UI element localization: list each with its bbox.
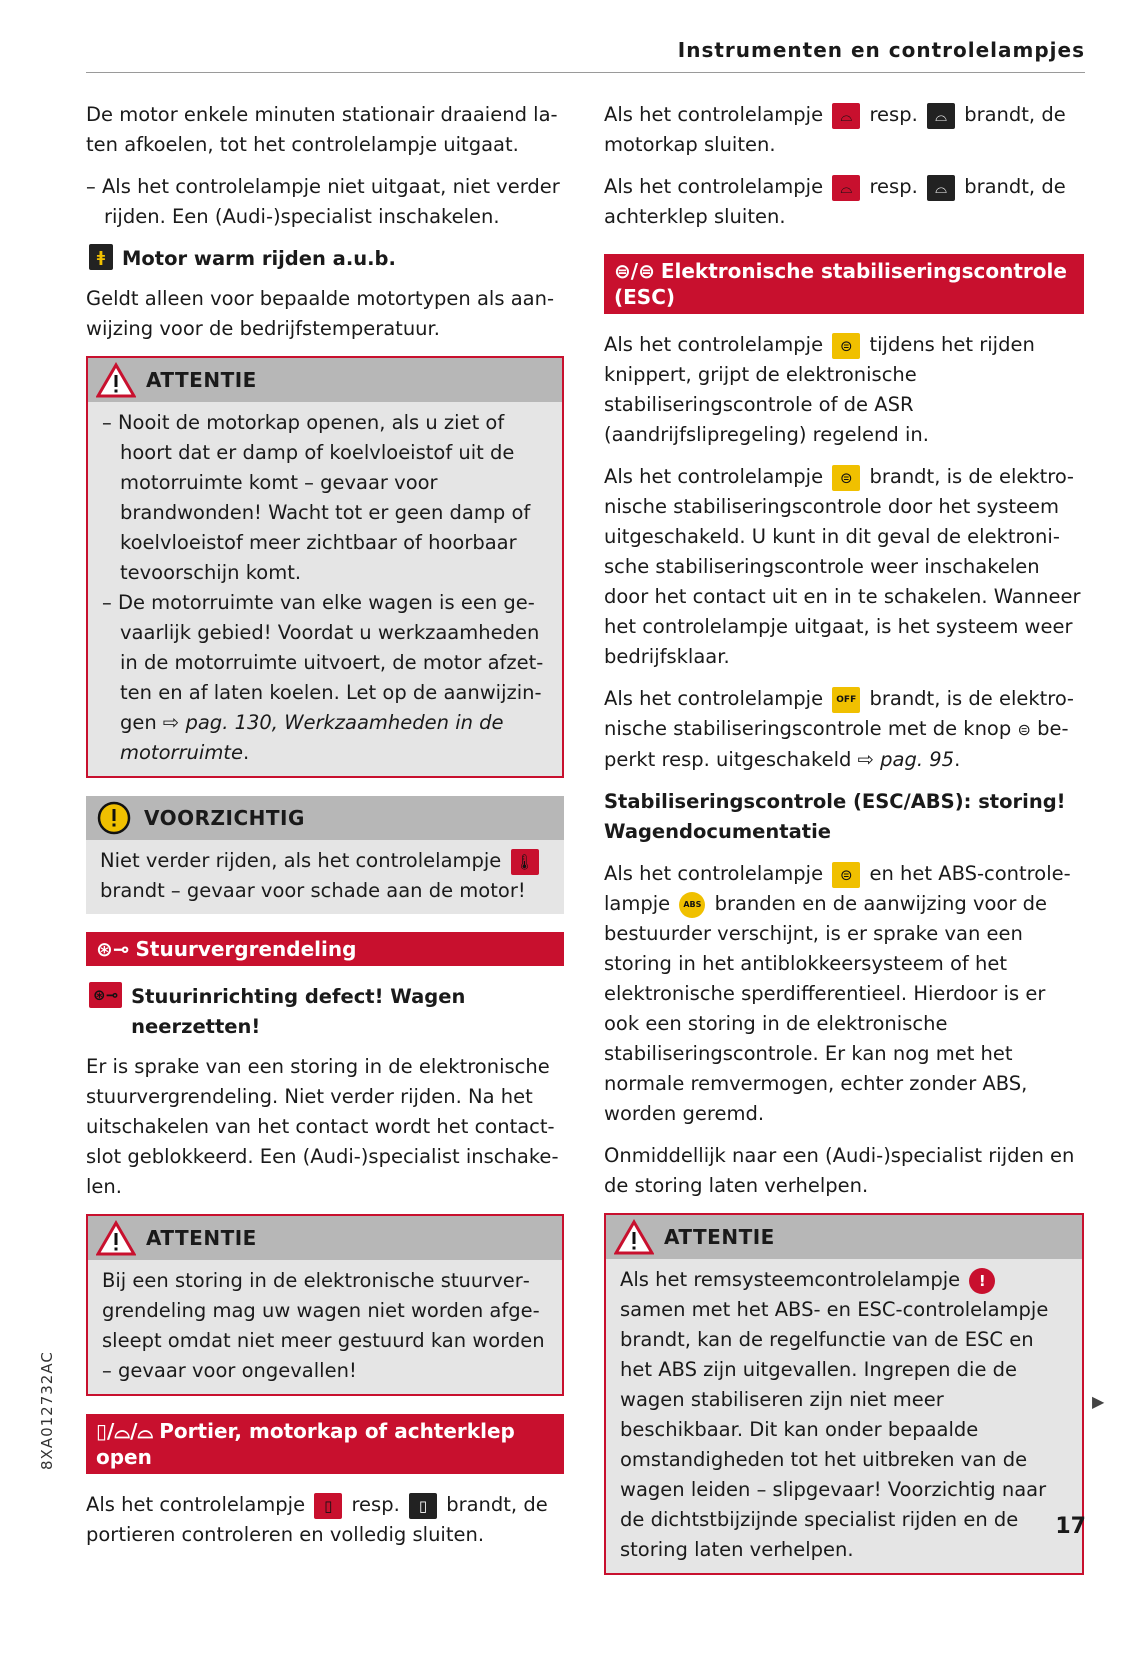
steering-lock-icon: ⊛⊸ — [96, 937, 130, 961]
caution-circle-icon — [94, 800, 134, 836]
attentie-header — [88, 1216, 562, 1260]
page-reference[interactable]: pag. 130, Werkzaamheden in de motorruimte — [120, 711, 504, 764]
hood-open-icon: ⌓ — [927, 103, 955, 129]
attentie-label: ATTENTIE — [146, 368, 257, 392]
warning-triangle-icon — [96, 362, 136, 398]
attentie-label: ATTENTIE — [664, 1225, 775, 1249]
paragraph: Geldt alleen voor bepaalde motortypen als aanwijzing voor de bedrijfstemperatuur. — [86, 287, 555, 340]
paragraph: Als het controlelampje ⊜ tijdens het rijden knippert, grijpt de elektronische stabiliseringscontrole of de ASR (aandrijfslipregeling) regelend in. — [604, 333, 1035, 446]
paragraph: Als het controlelampje ▯ resp. ▯ brandt, de portieren controleren en volledig sluiten. — [86, 1493, 548, 1546]
coolant-temperature-icon: 🌡 — [511, 849, 539, 875]
esc-icon: ⊜ — [832, 465, 860, 491]
esc-icon: ⊜ — [832, 862, 860, 888]
right-column — [604, 100, 1084, 1593]
left-column — [86, 100, 564, 1562]
steering-lock-icon: ⊛⊸ — [89, 982, 122, 1008]
hood-open-icon: ⌓ — [832, 103, 860, 129]
paragraph: Als het controlelampje ⌓ resp. ⌓ brandt, de achterklep sluiten. — [604, 175, 1066, 228]
attentie-item: – Nooit de motorkap openen, als u ziet of hoort dat er damp of koelvloeistof uit de motorruimte komt – gevaar voor brandwonden! Wacht tot er geen damp of koelvloeistof meer zichtbaar of hoorbaar tevoorschijn komt. — [102, 411, 531, 584]
paragraph: Er is sprake van een storing in de elektronische stuurvergrendeling. Niet verder rijden. Na het uitschakelen van het contact wordt het contactslot geblokkeerd. Een (Audi-)specialist inschakelen. — [86, 1055, 559, 1198]
section-heading-stuurvergrendeling: ⊛⊸ Stuurvergrendeling — [86, 932, 564, 966]
esc-off-icon: OFF — [832, 687, 860, 713]
coolant-warm-icon: ǂ — [89, 244, 113, 270]
voorzichtig-box — [86, 796, 564, 914]
voorzichtig-label: VOORZICHTIG — [144, 806, 305, 830]
attentie-label: ATTENTIE — [146, 1226, 257, 1250]
document-code: 8XA012732AC — [38, 1351, 56, 1470]
storing-title: Stabiliseringscontrole (ESC/ABS): storing! Wagendocumentatie — [604, 790, 1066, 843]
section-heading-esc: ⊜/⊜ Elektronische stabiliseringscontrole (ESC) — [604, 254, 1084, 314]
abs-icon: ABS — [679, 892, 705, 918]
stuur-subtitle: ⊛⊸ Stuurinrichting defect! Wagen neerzetten! — [86, 982, 564, 1042]
esc-icon: ⊜ — [832, 333, 860, 359]
trunk-open-icon: ⌓ — [832, 175, 860, 201]
trunk-open-icon: ⌓ — [927, 175, 955, 201]
page-header — [86, 36, 1085, 73]
attentie-header — [606, 1215, 1082, 1259]
attentie-box-2 — [86, 1214, 564, 1396]
section-heading-portier: ▯/⌓/⌓ Portier, motorkap of achterklep open — [86, 1414, 564, 1474]
attentie-item: – De motorruimte van elke wagen is een gevaarlijk gebied! Voordat u werkzaamheden in de motorruimte uitvoert, de motor afzetten en af laten koelen. Let op de aanwijzingen ⇨ pag. 130, Werkzaamheden in de motorruimte. — [102, 591, 544, 764]
esc-button-icon: ⊜ — [1017, 720, 1031, 739]
paragraph: De motor enkele minuten stationair draaiend laten afkoelen, tot het controlelampje uitgaat. — [86, 103, 558, 156]
paragraph: Als het controlelampje ⊜ en het ABS-controlelampje ABS branden en de aanwijzing voor de bestuurder verschijnt, is er sprake van een storing in het antiblokkeersysteem of het elektronische sperdifferentieel. Hierdoor is er ook een storing in de elektronische stabiliseringscontrole. Er kan nog met het normale remvermogen, echter zonder ABS, worden geremd. — [604, 862, 1071, 1125]
door-hood-trunk-icon: ▯/⌓/⌓ — [96, 1419, 154, 1443]
brake-system-icon: ! — [969, 1268, 995, 1294]
warning-triangle-icon — [614, 1219, 654, 1255]
dash-item: – Als het controlelampje niet uitgaat, niet verder rijden. Een (Audi-)specialist inschakelen. — [86, 175, 560, 228]
paragraph: Onmiddellijk naar een (Audi-)specialist rijden en de storing laten verhelpen. — [604, 1144, 1075, 1197]
attentie-box-1 — [86, 356, 564, 778]
paragraph: Als het controlelampje ⌓ resp. ⌓ brandt, de motorkap sluiten. — [604, 103, 1066, 156]
continue-arrow-icon: ▶ — [1092, 1392, 1105, 1411]
voorzichtig-header — [86, 796, 564, 840]
page-header-title: Instrumenten en controlelampjes — [677, 38, 1085, 62]
warm-subtitle — [86, 244, 564, 274]
paragraph: Als het controlelampje ⊜ brandt, is de elektronische stabiliseringscontrole door het systeem uitgeschakeld. U kunt in dit geval de elektronische stabiliseringscontrole weer inschakelen door het contact uit en in te schakelen. Wanneer het controlelampje uitgaat, is het systeem weer bedrijfsklaar. — [604, 465, 1081, 668]
paragraph: Als het controlelampje OFF brandt, is de elektronische stabiliseringscontrole met de knop ⊜ beperkt resp. uitgeschakeld ⇨ pag. 95. — [604, 687, 1074, 771]
attentie-header — [88, 358, 562, 402]
esc-icon: ⊜/⊜ — [614, 259, 655, 283]
warning-triangle-icon — [96, 1220, 136, 1256]
voorzichtig-text: Niet verder rijden, als het controlelampje 🌡 brandt – gevaar voor schade aan de motor! — [100, 846, 550, 906]
attentie-text: Als het remsysteemcontrolelampje ! samen met het ABS- en ESC-controlelampje brandt, kan de regelfunctie van de ESC en het ABS zijn uitgevallen. Ingrepen die de wagen stabiliseren zijn niet meer beschikbaar. Dit kan onder bepaalde omstandigheden tot het uitbreken van de wagen leiden – slipgevaar! Voorzichtig naar de dichtstbijzijnde specialist rijden en de storing laten verhelpen. — [620, 1268, 1049, 1561]
door-open-icon: ▯ — [409, 1493, 437, 1519]
page-reference[interactable]: pag. 95 — [880, 748, 955, 771]
warm-title-text: Motor warm rijden a.u.b. — [122, 247, 396, 270]
attentie-box-3 — [604, 1213, 1084, 1575]
page-number: 17 — [1055, 1514, 1086, 1539]
attentie-text: Bij een storing in de elektronische stuurvergrendeling mag uw wagen niet worden afgesleept omdat niet meer gestuurd kan worden – gevaar voor ongevallen! — [102, 1269, 545, 1382]
door-open-icon: ▯ — [314, 1493, 342, 1519]
